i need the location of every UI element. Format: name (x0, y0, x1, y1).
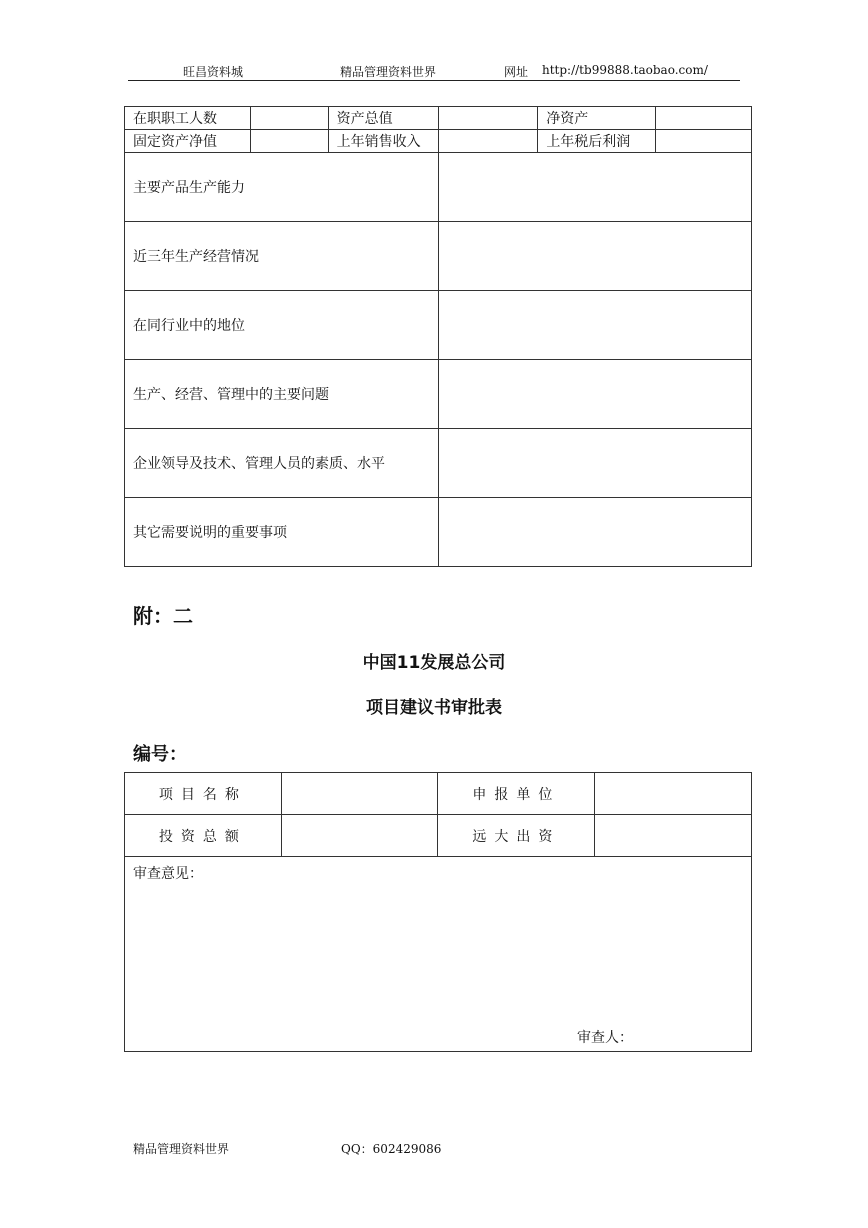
other-matters-label: 其它需要说明的重要事项 (125, 498, 439, 567)
table-row (125, 773, 752, 815)
last-year-profit-value[interactable] (656, 130, 752, 153)
industry-position-value[interactable] (438, 291, 752, 360)
total-assets-label: 资产总值 (328, 107, 438, 130)
industry-position-label: 在同行业中的地位 (125, 291, 439, 360)
main-problems-label: 生产、经营、管理中的主要问题 (125, 360, 439, 429)
fixed-assets-value[interactable] (250, 130, 328, 153)
review-opinion-label: 审查意见： (133, 866, 203, 882)
annex-heading: 附：二 (133, 604, 193, 628)
table-row (125, 857, 752, 1052)
table-row (125, 429, 752, 498)
reviewer-label: 审查人： (577, 1030, 633, 1046)
header-left-text: 旺昌资料城 (183, 65, 244, 79)
funding-label: 远大出资 (438, 815, 595, 857)
fixed-assets-label: 固定资产净值 (125, 130, 251, 153)
funding-value[interactable] (595, 815, 752, 857)
footer-left-text: 精品管理资料世界 (133, 1142, 230, 1156)
main-problems-value[interactable] (438, 360, 752, 429)
total-assets-value[interactable] (438, 107, 538, 130)
other-matters-value[interactable] (438, 498, 752, 567)
staff-quality-label: 企业领导及技术、管理人员的素质、水平 (125, 429, 439, 498)
table-row (125, 222, 752, 291)
approval-table (124, 772, 752, 1052)
project-name-value[interactable] (281, 773, 438, 815)
applicant-value[interactable] (595, 773, 752, 815)
last-year-profit-label: 上年税后利润 (538, 130, 656, 153)
net-assets-value[interactable] (656, 107, 752, 130)
table-row (125, 498, 752, 567)
table-row (125, 130, 752, 153)
project-name-label: 项目名称 (125, 773, 282, 815)
investment-label: 投资总额 (125, 815, 282, 857)
page-header (128, 62, 740, 81)
page-footer (133, 1140, 733, 1156)
table-row (125, 107, 752, 130)
header-url-label: 网址 (504, 65, 529, 79)
table-row (125, 360, 752, 429)
footer-qq-text: QQ：602429086 (341, 1142, 442, 1156)
staff-quality-value[interactable] (438, 429, 752, 498)
last-year-sales-value[interactable] (438, 130, 538, 153)
company-info-table (124, 106, 752, 567)
form-title: 项目建议书审批表 (366, 698, 502, 718)
last-year-sales-label: 上年销售收入 (328, 130, 438, 153)
operations-value[interactable] (438, 222, 752, 291)
header-url-link[interactable]: http://tb99888.taobao.com/ (542, 63, 708, 77)
table-row (125, 291, 752, 360)
employees-value[interactable] (250, 107, 328, 130)
employees-label: 在职职工人数 (125, 107, 251, 130)
production-capacity-value[interactable] (438, 153, 752, 222)
review-opinion-cell[interactable] (125, 857, 752, 1052)
number-label: 编号： (133, 744, 187, 765)
operations-label: 近三年生产经营情况 (125, 222, 439, 291)
investment-value[interactable] (281, 815, 438, 857)
net-assets-label: 净资产 (538, 107, 656, 130)
production-capacity-label: 主要产品生产能力 (125, 153, 439, 222)
table-row (125, 153, 752, 222)
table-row (125, 815, 752, 857)
company-title: 中国11发展总公司 (362, 653, 506, 673)
applicant-label: 申报单位 (438, 773, 595, 815)
header-center-text: 精品管理资料世界 (340, 65, 437, 79)
